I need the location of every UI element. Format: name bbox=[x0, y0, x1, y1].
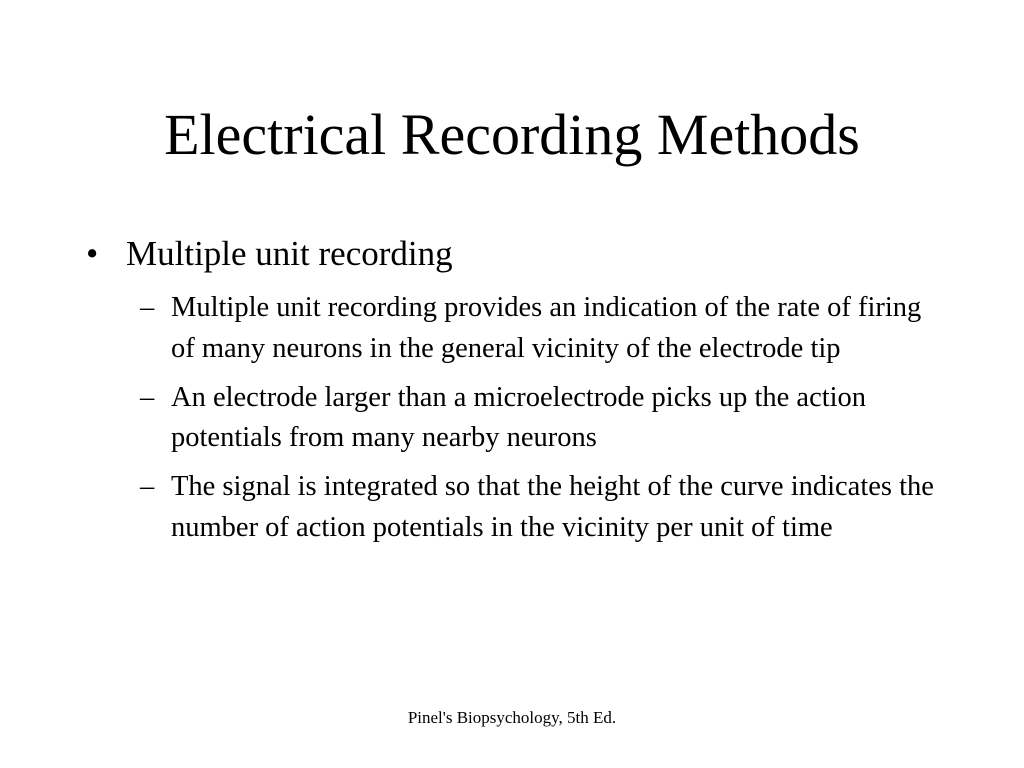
sub-bullet-list bbox=[140, 288, 940, 557]
sub-bullet-text: The signal is integrated so that the height of the curve indicates the number of action potentials in the vicinity per unit of time bbox=[171, 471, 934, 543]
sub-bullet-item bbox=[140, 467, 940, 548]
sub-bullet-item bbox=[140, 288, 940, 369]
bullet-item bbox=[86, 232, 946, 276]
dash-marker: – bbox=[140, 292, 155, 323]
slide-title: Electrical Recording Methods bbox=[164, 102, 860, 167]
bullet-text: Multiple unit recording bbox=[126, 234, 453, 273]
sub-bullet-text: An electrode larger than a microelectrode picks up the action potentials from many nearby neurons bbox=[171, 381, 867, 453]
slide-footer: Pinel's Biopsychology, 5th Ed. bbox=[407, 708, 617, 727]
dash-marker: – bbox=[140, 381, 155, 413]
bullet-marker: • bbox=[86, 234, 99, 273]
sub-bullet-item bbox=[140, 378, 940, 459]
dash-marker: – bbox=[140, 471, 155, 502]
sub-bullet-text: Multiple unit recording provides an indication of the rate of firing of many neurons in the general vicinity of the electrode tip bbox=[171, 292, 922, 364]
